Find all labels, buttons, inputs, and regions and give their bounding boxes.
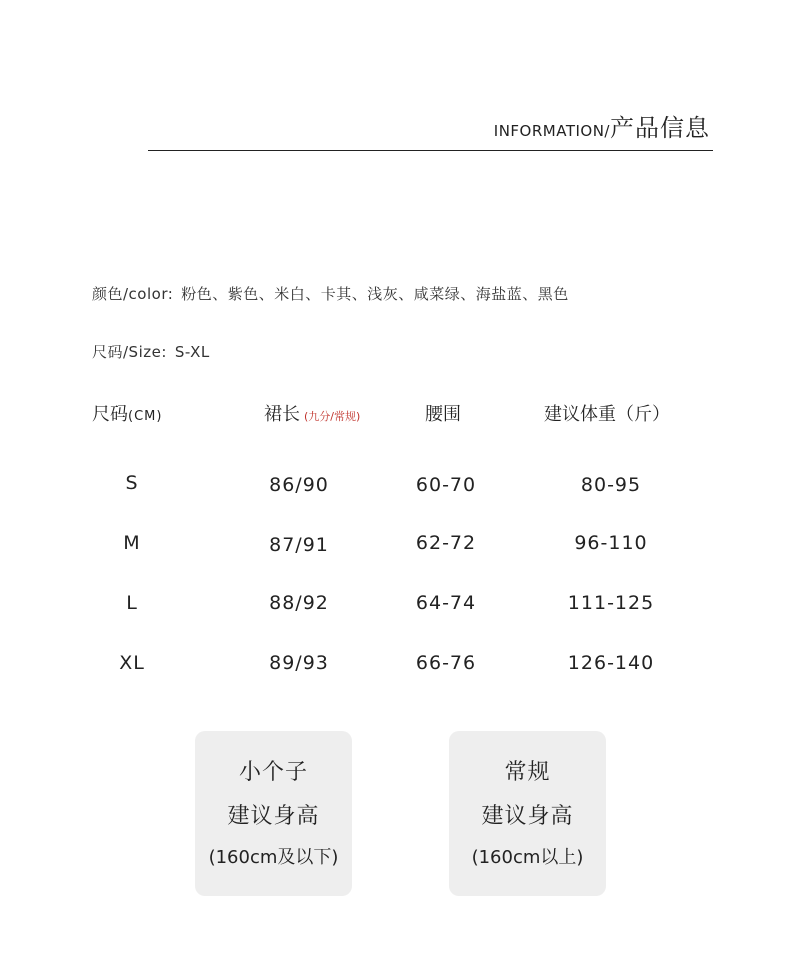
cell-length: 86/90: [269, 474, 329, 496]
card-height-range: (160cm以上): [471, 847, 584, 868]
card-subtitle: 建议身高: [227, 804, 320, 829]
cell-size: L: [126, 592, 138, 614]
header-length-label: 裙长: [264, 404, 300, 425]
cell-size: XL: [119, 652, 145, 674]
card-height-range: (160cm及以下): [208, 847, 339, 868]
page-title-zh: 产品信息: [610, 114, 710, 142]
cell-waist: 60-70: [415, 474, 477, 496]
page-title-en: INFORMATION/: [493, 122, 610, 140]
cell-waist: 62-72: [415, 532, 477, 554]
cell-length: 87/91: [269, 534, 329, 556]
cell-length: 89/93: [269, 652, 329, 674]
cell-weight: 80-95: [580, 474, 642, 496]
header-size-label: 尺码: [92, 404, 128, 425]
header-size-unit: (CM): [128, 409, 163, 424]
card-title: 小个子: [238, 760, 308, 785]
height-card-petite: [195, 731, 352, 896]
size-value: S-XL: [174, 343, 210, 361]
header-length: [264, 400, 360, 426]
color-label: 颜色/color:: [92, 285, 174, 303]
card-subtitle: 建议身高: [481, 804, 574, 829]
cell-weight: 111-125: [567, 592, 655, 614]
table-row: [0, 532, 800, 562]
header-weight: 建议体重（斤）: [544, 404, 670, 425]
color-value: 粉色、紫色、米白、卡其、浅灰、咸菜绿、海盐蓝、黑色: [181, 285, 569, 303]
table-row: [0, 592, 800, 622]
table-row: [0, 472, 800, 502]
header-waist: 腰围: [425, 404, 461, 425]
cell-weight: 126-140: [567, 652, 655, 674]
cell-size: S: [125, 472, 139, 494]
table-row: [0, 652, 800, 682]
header-length-note: (九分/常规): [304, 410, 361, 423]
size-label: 尺码/Size:: [92, 343, 167, 361]
header-size: [92, 400, 162, 426]
cell-waist: 64-74: [415, 592, 477, 614]
height-card-regular: [449, 731, 606, 896]
card-title: 常规: [504, 760, 551, 785]
cell-weight: 96-110: [574, 532, 648, 554]
cell-size: M: [123, 532, 141, 554]
cell-waist: 66-76: [415, 652, 477, 674]
cell-length: 88/92: [269, 592, 329, 614]
